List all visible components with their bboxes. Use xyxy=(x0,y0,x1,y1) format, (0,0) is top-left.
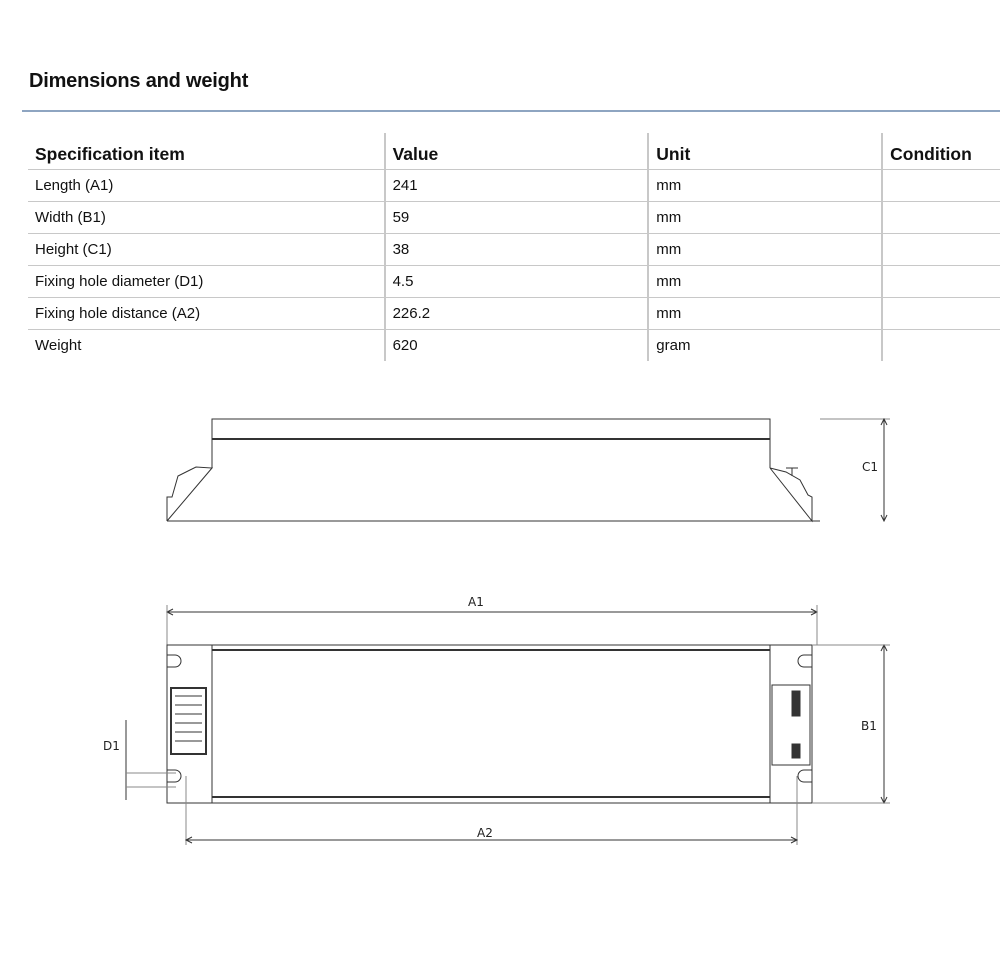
cell-item: Width (B1) xyxy=(28,202,385,234)
cell-value: 38 xyxy=(385,234,649,266)
cell-value: 59 xyxy=(385,202,649,234)
label-a1: A1 xyxy=(468,595,484,609)
cell-item: Height (C1) xyxy=(28,234,385,266)
cell-value: 620 xyxy=(385,330,649,362)
side-view xyxy=(167,419,890,521)
cell-value: 4.5 xyxy=(385,266,649,298)
cell-unit: mm xyxy=(648,202,882,234)
cell-value: 226.2 xyxy=(385,298,649,330)
cell-item: Fixing hole distance (A2) xyxy=(28,298,385,330)
cell-value: 241 xyxy=(385,170,649,202)
section-title: Dimensions and weight xyxy=(29,70,249,92)
cell-item: Weight xyxy=(35,337,82,354)
header-unit: Unit xyxy=(648,133,882,170)
cell-unit: mm xyxy=(648,234,882,266)
header-condition: Condition xyxy=(882,133,1000,170)
label-b1: B1 xyxy=(861,719,877,733)
label-a2: A2 xyxy=(477,826,493,840)
top-view xyxy=(103,595,890,845)
cell-unit: mm xyxy=(648,298,882,330)
header-value: Value xyxy=(385,133,649,170)
cell-item: Length (A1) xyxy=(28,170,385,202)
terminal-block-right xyxy=(772,685,810,765)
header-spec-item: Specification item xyxy=(28,133,385,170)
label-c1: C1 xyxy=(862,460,879,474)
cell-unit: gram xyxy=(648,330,882,362)
cell-item: Fixing hole diameter (D1) xyxy=(28,266,385,298)
label-d1: D1 xyxy=(103,739,120,753)
terminal-block-left xyxy=(171,688,206,754)
cell-unit: mm xyxy=(648,170,882,202)
cell-unit: mm xyxy=(648,266,882,298)
